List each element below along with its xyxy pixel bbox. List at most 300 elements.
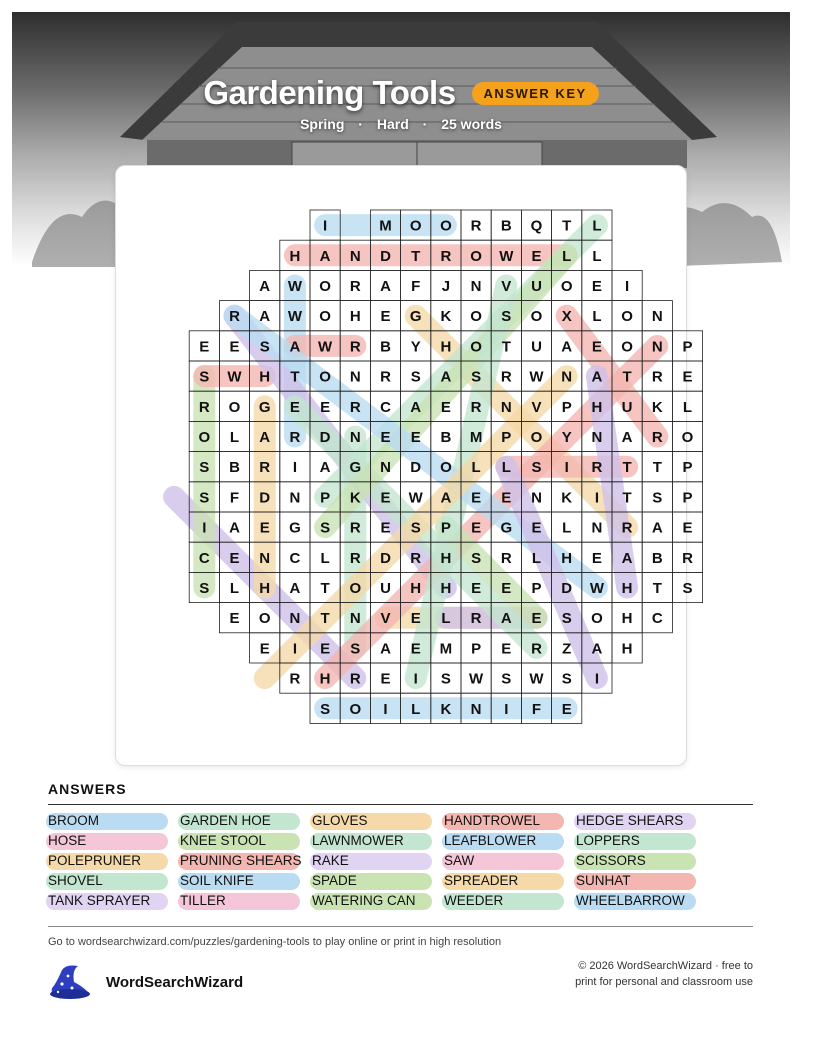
answer-item [576,812,708,830]
grid-letter: E [682,368,693,386]
grid-letter: A [500,610,512,628]
grid-letter: U [531,278,542,295]
grid-letter: H [289,247,301,265]
grid-letter: T [290,368,300,386]
grid-letter: R [621,519,633,537]
answer-item [48,812,180,830]
grid-letter: A [651,519,663,537]
grid-letter: W [287,278,302,295]
grid-letter: R [349,549,361,567]
grid-letter: R [410,549,422,567]
answer-label: RAKE [312,853,349,868]
answer-label: POLEPRUNER [48,853,142,868]
grid-letter: U [380,580,391,597]
answer-item [576,852,708,870]
grid-letter: I [564,459,569,477]
grid-letter: E [531,610,542,628]
grid-letter: R [651,368,663,386]
grid-letter: G [258,398,271,416]
grid-letter: A [591,640,603,658]
grid-letter: E [471,489,482,507]
answer-item [444,892,576,910]
grid-letter: T [652,459,662,477]
grid-letter: L [682,398,693,416]
grid-letter: E [380,670,391,688]
grid-letter: O [409,217,422,235]
grid-letter: E [591,278,602,295]
answer-label: GLOVES [312,813,368,828]
grid-letter: S [501,670,512,688]
grid-letter: R [289,429,301,446]
grid-letter: U [531,338,542,356]
answer-item [180,872,312,890]
answer-key-badge: ANSWER KEY [472,82,599,105]
grid-letter: F [229,489,240,507]
grid-letter: L [441,610,451,628]
grid-letter: N [380,459,391,477]
grid-letter: D [259,489,271,507]
grid-letter: E [561,700,572,718]
separator: · [422,116,428,132]
answer-label: TILLER [180,893,226,908]
grid-letter: K [349,489,361,507]
answer-item [444,812,576,830]
grid-letter: S [561,670,572,688]
grid-letter: S [320,700,331,718]
grid-letter: R [682,549,693,567]
grid-letter: P [531,580,542,597]
grid-letter: I [504,700,509,718]
grid-letter: S [199,368,210,386]
answer-label: SOIL KNIFE [180,873,254,888]
grid-letter: N [349,610,361,628]
grid-letter: E [471,519,482,537]
separator: · [358,116,363,132]
grid-letter: E [259,640,270,658]
grid-letter: G [500,519,513,537]
grid-letter: L [562,247,572,265]
grid-letter: H [259,368,271,386]
grid-letter: W [227,368,242,386]
grid-letter: R [500,549,512,567]
grid-letter: X [561,308,572,326]
grid-letter: A [259,429,271,446]
grid-letter: B [440,429,452,446]
answer-item [576,892,708,910]
grid-letter: R [380,368,391,386]
grid-letter: N [531,489,542,507]
grid-letter: C [651,610,663,628]
grid-letter: P [320,489,331,507]
grid-letter: E [591,549,602,567]
grid-letter: V [380,610,391,628]
puzzle-meta [12,116,790,132]
grid-letter: R [229,308,240,326]
grid-letter: E [259,519,270,537]
grid-letter: W [408,489,423,507]
grid-letter: T [622,368,632,386]
grid-letter: E [440,398,451,416]
grid-letter: P [682,459,693,477]
answer-item [444,872,576,890]
grid-letter: S [320,519,331,537]
grid-letter: O [621,338,633,356]
grid-letter: L [501,459,511,477]
grid-letter: A [259,308,271,326]
grid-letter: L [562,519,572,537]
grid-letter: R [198,398,210,416]
grid-letter: I [625,278,630,295]
grid-letter: Y [410,338,421,356]
difficulty-label: Hard [376,116,409,132]
grid-letter: A [289,580,301,597]
grid-letter: T [411,247,421,265]
grid-letter: O [319,368,331,386]
answers-list [48,812,753,910]
grid-letter: I [594,489,599,507]
answer-label: WATERING CAN [312,893,416,908]
grid-letter: W [469,670,484,688]
grid-letter: O [591,610,603,628]
grid-letter: A [259,278,271,295]
word-count-label: 25 words [441,116,502,132]
grid-letter: Z [562,640,572,658]
grid-letter: I [594,670,599,688]
grid-letter: H [621,610,633,628]
grid-letter: V [501,278,512,295]
grid-letter: S [682,580,693,597]
grid-letter: H [621,640,633,658]
grid-letter: E [320,640,331,658]
grid-letter: R [470,610,482,628]
grid-letter: S [350,640,361,658]
answer-label: GARDEN HOE [180,813,271,828]
grid-letter: N [591,519,603,537]
grid-letter: B [380,338,391,356]
grid-letter: B [229,459,240,477]
grid-letter: O [198,429,211,446]
grid-letter: R [651,429,663,446]
footer-note: Go to wordsearchwizard.com/puzzles/gardening-tools to play online or print in high resolution [48,936,502,948]
grid-letter: R [349,670,361,688]
answer-item [312,892,444,910]
grid-letter: E [380,519,391,537]
grid-letter: O [440,459,452,477]
answer-item [48,892,180,910]
grid-letter: T [652,580,662,597]
grid-letter: R [531,640,542,658]
grid-letter: E [380,489,391,507]
grid-letter: T [622,459,632,477]
grid-letter: A [229,519,240,537]
grid-letter: T [320,580,330,597]
grid-letter: E [380,308,391,326]
answer-item [444,852,576,870]
grid-letter: H [591,398,603,416]
grid-letter: A [319,459,331,477]
grid-letter: C [289,549,301,567]
grid-letter: P [440,519,451,537]
grid-letter: O [530,429,543,446]
grid-letter: O [349,580,362,597]
grid-letter: E [380,429,391,446]
grid-letter: O [560,278,573,295]
grid-letter: E [199,338,210,356]
grid-letter: E [320,398,331,416]
answer-label: PRUNING SHEARS [180,853,302,868]
grid-letter: E [410,640,421,658]
grid-letter: L [531,549,542,567]
answer-label: WHEELBARROW [576,893,685,908]
grid-letter: E [410,429,421,446]
grid-letter: R [349,338,361,356]
grid-letter: E [501,640,512,658]
grid-letter: W [529,670,544,688]
grid-letter: I [323,217,328,235]
grid-letter: R [470,217,482,235]
answer-item [180,812,312,830]
answer-item [180,852,312,870]
grid-letter: L [471,459,481,477]
grid-letter: K [440,700,452,718]
grid-letter: H [561,549,573,567]
divider [48,926,753,927]
grid-letter: A [380,278,391,295]
grid-letter: Y [561,429,572,446]
brand-name: WordSearchWizard [106,973,244,991]
grid-letter: E [229,338,240,356]
grid-letter: A [621,429,633,446]
answer-label: HEDGE SHEARS [576,813,684,828]
grid-letter: L [229,429,240,446]
answer-item [180,892,312,910]
grid-letter: I [413,670,418,688]
grid-letter: O [228,398,241,416]
grid-letter: S [531,459,542,477]
grid-letter: E [591,338,602,356]
grid-letter: A [380,640,391,658]
grid-letter: O [621,308,633,326]
grid-letter: S [199,580,210,597]
answer-label: BROOM [48,813,100,828]
answer-label: KNEE STOOL [180,833,267,848]
grid-letter: S [561,610,572,628]
grid-letter: S [471,368,482,386]
grid-letter: R [591,459,603,477]
answer-item [312,852,444,870]
grid-letter: E [229,549,240,567]
grid-letter: S [410,368,421,386]
grid-letter: L [592,308,602,326]
word-search-grid [116,166,694,767]
grid-letter: S [652,489,663,507]
copyright-text: © 2026 WordSearchWizard · free to print for personal and classroom use [575,960,753,988]
grid-letter: O [319,308,331,326]
grid-letter: O [470,338,482,356]
grid-letter: S [440,670,451,688]
grid-letter: R [289,670,301,688]
grid-letter: P [682,489,693,507]
grid-letter: B [500,217,512,235]
grid-letter: P [682,338,693,356]
grid-letter: W [499,247,514,265]
grid-cells [189,210,702,723]
answer-label: HANDTROWEL [444,813,541,828]
grid-letter: L [229,580,240,597]
grid-letter: D [380,549,391,567]
answer-label: WEEDER [444,893,504,908]
grid-letter: S [199,489,210,507]
grid-letter: E [682,519,693,537]
grid-letter: A [289,338,301,356]
grid-letter: D [561,580,573,597]
grid-letter: N [651,338,663,356]
answer-item [312,812,444,830]
grid-letter: T [320,610,330,628]
grid-letter: O [470,308,482,326]
grid-letter: B [651,549,663,567]
grid-letter: T [501,338,511,356]
grid-letter: H [410,580,422,597]
grid-letter: S [199,459,210,477]
grid-letter: O [258,610,271,628]
grid-letter: S [259,338,270,356]
grid-letter: E [410,610,421,628]
wizard-hat-icon [48,962,92,1002]
grid-letter: W [287,308,302,326]
grid-letter: O [470,247,482,265]
grid-letter: F [531,700,542,718]
grid-letter: G [409,308,422,326]
grid-letter: R [470,398,482,416]
grid-letter: H [440,549,452,567]
grid-letter: V [531,398,542,416]
grid-letter: A [591,368,603,386]
answer-label: LEAFBLOWER [444,833,537,848]
grid-letter: P [501,429,512,446]
answer-item [48,852,180,870]
grid-letter: W [529,368,544,386]
grid-letter: L [592,247,602,265]
grid-letter: A [561,338,573,356]
answer-label: LAWNMOWER [312,833,404,848]
answer-label: SUNHAT [576,873,631,888]
answer-item [180,832,312,850]
grid-letter: E [471,580,482,597]
answer-item [312,872,444,890]
page-title: Gardening Tools [203,74,456,111]
answer-label: SCISSORS [576,853,646,868]
grid-letter: N [289,489,301,507]
answer-label: SPREADER [444,873,519,888]
grid-letter: R [259,459,271,477]
grid-letter: N [259,549,271,567]
grid-letter: C [198,549,210,567]
puzzle-card [115,165,694,766]
answer-item [576,872,708,890]
grid-letter: N [470,700,482,718]
grid-letter: H [621,580,633,597]
grid-letter: M [439,640,453,658]
grid-letter: C [380,398,391,416]
grid-letter: R [349,519,361,537]
grid-letter: R [349,398,361,416]
grid-letter: F [411,278,421,295]
season-label: Spring [300,116,345,132]
grid-letter: S [501,308,512,326]
grid-letter: I [292,459,297,477]
grid-letter: E [501,580,512,597]
grid-letter: N [349,368,361,386]
answers-heading: ANSWERS [48,781,127,797]
grid-letter: T [622,489,632,507]
grid-letter: S [471,549,482,567]
grid-letter: J [441,278,451,295]
grid-letter: A [440,489,452,507]
grid-letter: A [410,398,422,416]
answer-label: SAW [444,853,475,868]
answer-label: HOSE [48,833,87,848]
grid-letter: O [681,429,694,446]
answer-item [444,832,576,850]
grid-letter: E [289,398,300,416]
grid-letter: O [440,217,452,235]
grid-letter: N [591,429,603,446]
grid-letter: L [411,700,421,718]
grid-letter: H [319,670,331,688]
answer-label: TANK SPRAYER [48,893,151,908]
grid-letter: H [349,308,361,326]
brand-logo[interactable] [48,962,243,1002]
grid-letter: H [440,338,452,356]
grid-letter: D [380,247,391,265]
answer-label: SHOVEL [48,873,103,888]
answer-item [48,872,180,890]
grid-letter: M [469,429,483,446]
answer-item [576,832,708,850]
answer-label: SPADE [312,873,357,888]
grid-letter: T [562,217,572,235]
grid-letter: S [410,519,421,537]
grid-letter: G [349,459,362,477]
grid-letter: P [471,640,482,658]
grid-letter: E [531,247,542,265]
answer-label: LOPPERS [576,833,640,848]
answer-item [48,832,180,850]
grid-letter: N [349,429,361,446]
grid-letter: R [440,247,452,265]
grid-letter: N [651,308,663,326]
grid-letter: U [621,398,633,416]
grid-letter: N [561,368,573,386]
grid-letter: D [319,429,331,446]
grid-letter: K [561,489,573,507]
grid-letter: O [530,308,543,326]
grid-letter: D [410,459,422,477]
grid-letter: O [319,278,331,295]
grid-letter: P [561,398,572,416]
grid-letter: H [259,580,271,597]
grid-letter: A [621,549,633,567]
grid-letter: W [589,580,604,597]
grid-letter: L [320,549,330,567]
grid-letter: W [318,338,333,356]
grid-letter: A [319,247,331,265]
grid-letter: L [592,217,602,235]
answer-item [312,832,444,850]
grid-letter: N [289,610,301,628]
grid-letter: R [349,278,361,295]
